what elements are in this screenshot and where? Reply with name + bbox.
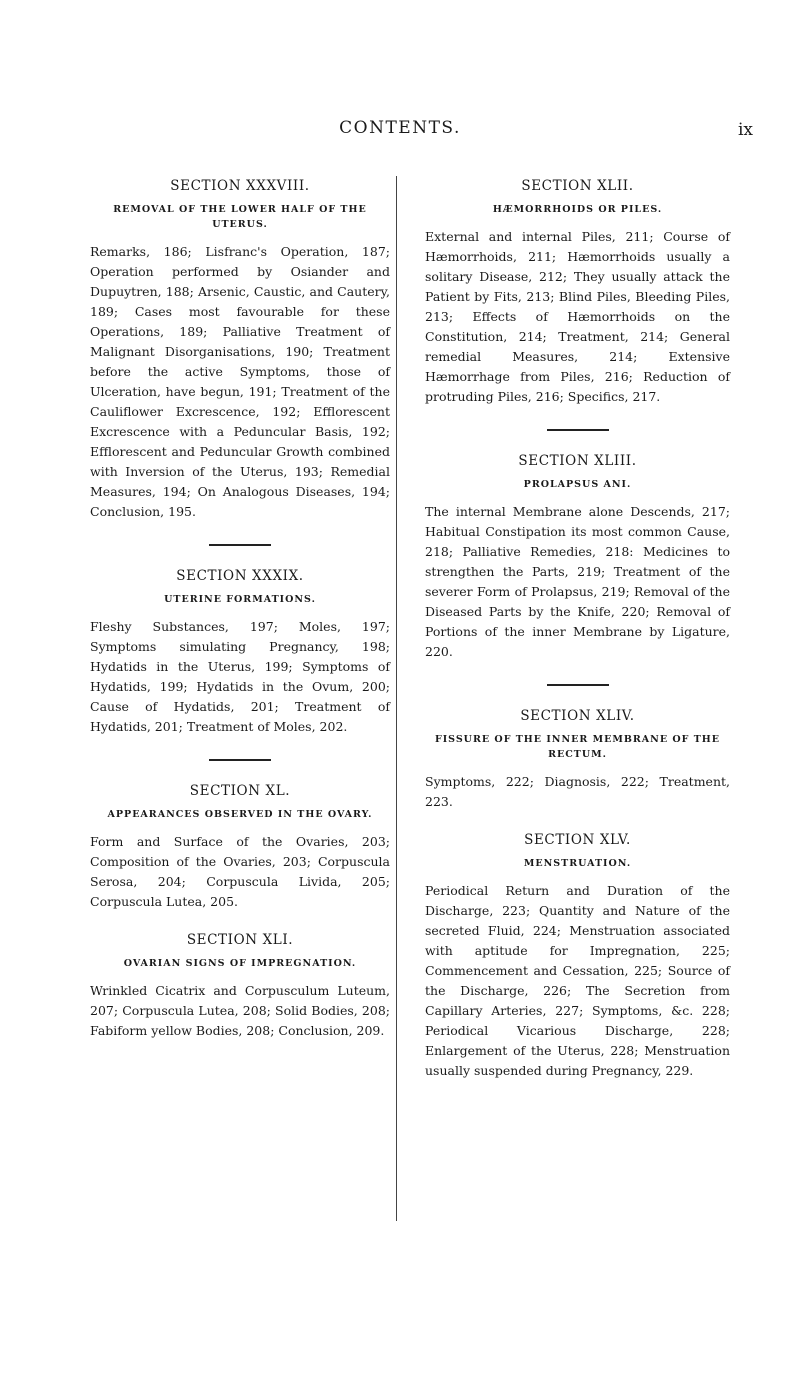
section-45 xyxy=(425,832,730,1081)
page-number: ix xyxy=(738,120,754,140)
column-divider xyxy=(396,176,397,1221)
left-column xyxy=(90,178,390,1041)
section-gap xyxy=(425,812,730,832)
section-body: Form and Surface of the Ovaries, 203; Composition of the Ovaries, 203; Corpuscula Serosa, 204; Corpuscula Livida, 205; Corpuscula Lutea, 205. xyxy=(90,834,390,909)
section-43 xyxy=(425,453,730,662)
section-rule xyxy=(547,684,609,686)
section-41 xyxy=(90,932,390,1041)
section-body: External and internal Piles, 211; Course of Hæmorrhoids, 211; Hæmorrhoids usually a solitary Disease, 212; They usually attack the Patient by Fits, 213; Blind Piles, Bleeding Piles, 213; Effects of Hæmorrhoids on the Constitution, 214; Treatment, 214; General remedial Measures, 214; Extensive Hæmorrhage from Piles, 216; Reduction of protruding Piles, 216; Specifics, 217. xyxy=(425,229,730,404)
section-heading: SECTION XLII. xyxy=(521,178,634,194)
section-body: Symptoms, 222; Diagnosis, 222; Treatment, 223. xyxy=(425,774,730,809)
section-heading: SECTION XLIII. xyxy=(518,453,637,469)
section-rule xyxy=(547,429,609,431)
section-subheading: OVARIAN SIGNS OF IMPREGNATION. xyxy=(123,958,357,969)
right-column xyxy=(425,178,730,1081)
section-subheading: UTERINE FORMATIONS. xyxy=(164,594,316,605)
section-heading: SECTION XXXIX. xyxy=(176,568,304,584)
section-subheading: REMOVAL OF THE LOWER HALF OF THE UTERUS. xyxy=(113,204,367,230)
section-subheading: PROLAPSUS ANI. xyxy=(523,479,632,490)
section-rule xyxy=(209,759,271,761)
section-rule xyxy=(209,544,271,546)
section-gap xyxy=(90,912,390,932)
section-subheading: FISSURE OF THE INNER MEMBRANE OF THE RECTUM. xyxy=(434,734,721,760)
section-44 xyxy=(425,708,730,812)
section-42 xyxy=(425,178,730,407)
section-body: Periodical Return and Duration of the Discharge, 223; Quantity and Nature of the secreted Fluid, 224; Menstruation associated with aptitude for Impregnation, 225; Commencement and Cessation, 225; Source of the Discharge, 226; The Secretion from Capillary Arteries, 227; Symptoms, &c. 228; Periodical Vicarious Discharge, 228; Enlargement of the Uterus, 228; Menstruation usually suspended during Pregnancy, 229. xyxy=(425,883,730,1078)
section-body: Remarks, 186; Lisfranc's Operation, 187; Operation performed by Osiander and Dupuytren, 188; Arsenic, Caustic, and Cautery, 189; Cases most favourable for these Operations, 189; Palliative Treatment of Malignant Disorganisations, 190; Treatment before the active Symptoms, those of Ulceration, have begun, 191; Treatment of the Cauliflower Excrescence, 192; Efflorescent Excrescence with a Peduncular Basis, 192; Efflorescent and Peduncular Growth combined with Inversion of the Uterus, 193; Remedial Measures, 194; On Analogous Diseases, 194; Conclusion, 195. xyxy=(90,244,390,519)
section-body: Fleshy Substances, 197; Moles, 197; Symptoms simulating Pregnancy, 198; Hydatids in the Uterus, 199; Symptoms of Hydatids, 199; Hydatids in the Ovum, 200; Cause of Hydatids, 201; Treatment of Hydatids, 201; Treatment of Moles, 202. xyxy=(90,619,390,734)
section-40 xyxy=(90,783,390,912)
section-subheading: HÆMORRHOIDS OR PILES. xyxy=(492,204,663,215)
section-body: The internal Membrane alone Descends, 217; Habitual Constipation its most common Cause, 218; Palliative Remedies, 218: Medicines to strengthen the Parts, 219; Treatment of the severer Form of Prolapsus, 219; Removal of the Diseased Parts by the Knife, 220; Removal of Portions of the inner Membrane by Ligature, 220. xyxy=(425,504,730,659)
section-heading: SECTION XLV. xyxy=(524,832,631,848)
section-heading: SECTION XL. xyxy=(189,783,291,799)
section-subheading: APPEARANCES OBSERVED IN THE OVARY. xyxy=(107,809,373,820)
section-heading: SECTION XLIV. xyxy=(520,708,635,724)
page-header xyxy=(0,118,800,148)
running-title: CONTENTS. xyxy=(339,118,461,138)
section-heading: SECTION XXXVIII. xyxy=(170,178,310,194)
section-39 xyxy=(90,568,390,737)
section-38 xyxy=(90,178,390,522)
section-heading: SECTION XLI. xyxy=(186,932,294,948)
section-subheading: MENSTRUATION. xyxy=(523,858,632,869)
section-body: Wrinkled Cicatrix and Corpusculum Luteum, 207; Corpuscula Lutea, 208; Solid Bodies, 208; Fabiform yellow Bodies, 208; Conclusion, 209. xyxy=(90,983,390,1038)
